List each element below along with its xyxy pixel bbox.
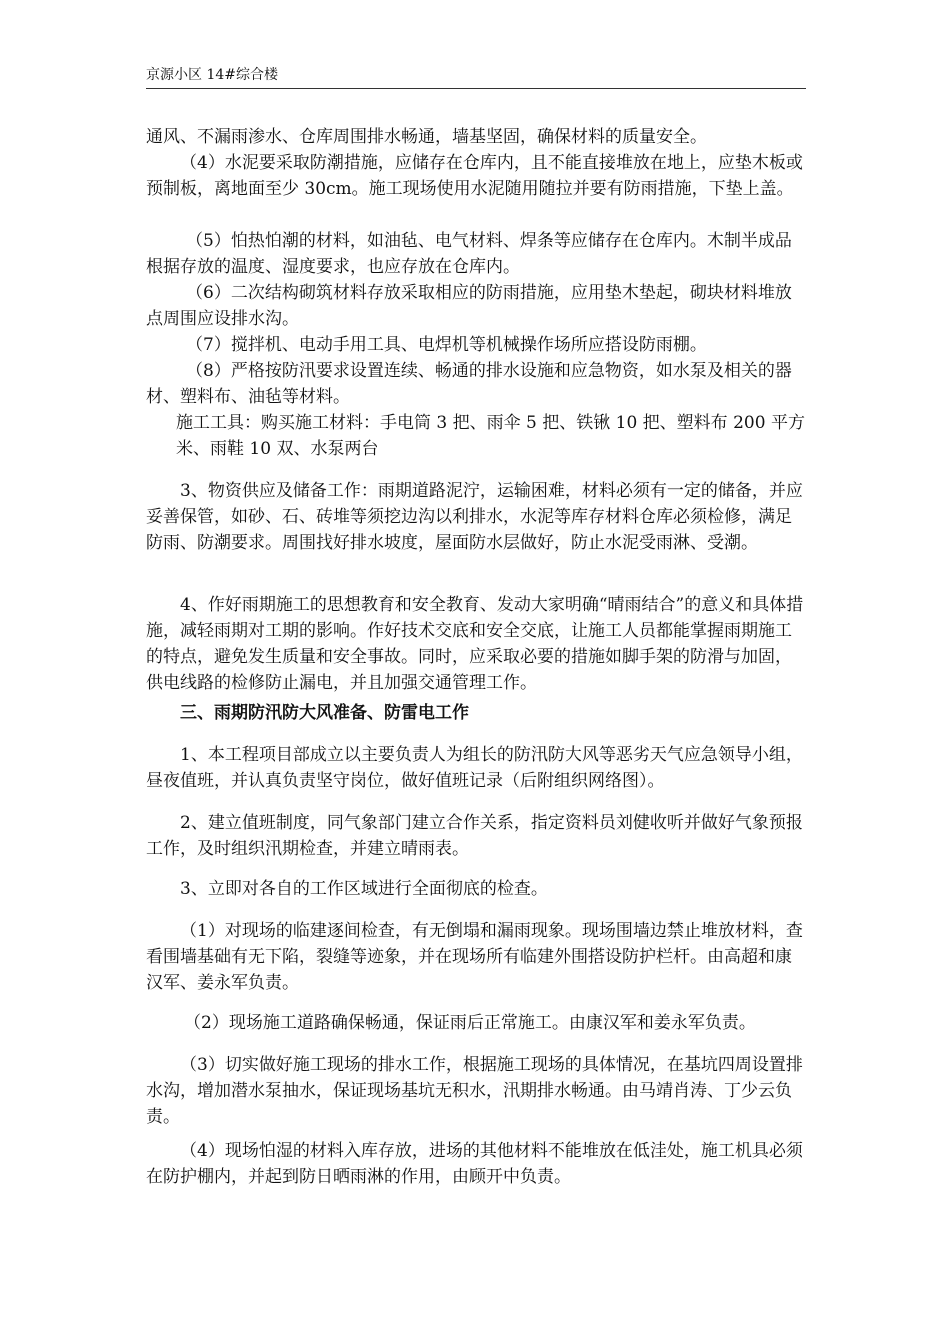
paragraph-11: 2、建立值班制度，同气象部门建立合作关系，指定资料员刘健收听并做好气象预报工作，及时组织汛期检查，并建立晴雨表。 [146, 813, 803, 859]
paragraph-7: 施工工具：购买施工材料：手电筒 3 把、雨伞 5 把、铁锹 10 把、塑料布 200 平方米、雨鞋 10 双、水泵两台 [176, 413, 805, 459]
paragraph-15: （3）切实做好施工现场的排水工作，根据施工现场的具体情况，在基坑四周设置排水沟，增加潜水泵抽水，保证现场基坑无积水，汛期排水畅通。由马靖肖涛、丁少云负责。 [146, 1055, 803, 1127]
paragraph-12: 3、立即对各自的工作区域进行全面彻底的检查。 [180, 879, 548, 899]
paragraph-1: 通风、不漏雨渗水、仓库周围排水畅通，墙基坚固，确保材料的质量安全。 [146, 127, 707, 147]
page-header: 京源小区 14#综合楼 [146, 64, 806, 89]
paragraph-13: （1）对现场的临建逐间检查，有无倒塌和漏雨现象。现场围墙边禁止堆放材料，查看围墙基础有无下陷，裂缝等迹象，并在现场所有临建外围搭设防护栏杆。由高超和康汉军、姜永军负责。 [146, 921, 803, 993]
paragraph-6: （8）严格按防汛要求设置连续、畅通的排水设施和应急物资，如水泵及相关的器材、塑料布、油毡等材料。 [146, 361, 792, 407]
paragraph-4: （6）二次结构砌筑材料存放采取相应的防雨措施，应用垫木垫起，砌块材料堆放点周围应设排水沟。 [146, 283, 792, 329]
paragraph-8: 3、物资供应及储备工作：雨期道路泥泞，运输困难，材料必须有一定的储备，并应妥善保管，如砂、石、砖堆等须挖边沟以利排水，水泥等库存材料仓库必须检修，满足防雨、防潮要求。周围找好排水坡度，屋面防水层做好，防止水泥受雨淋、受潮。 [146, 481, 803, 553]
paragraph-16: （4）现场怕湿的材料入库存放，进场的其他材料不能堆放在低洼处，施工机具必须在防护棚内，并起到防日晒雨淋的作用，由顾开中负责。 [146, 1141, 803, 1187]
paragraph-10: 1、本工程项目部成立以主要负责人为组长的防汛防大风等恶劣天气应急领导小组，昼夜值班，并认真负责坚守岗位，做好值班记录（后附组织网络图）。 [146, 745, 803, 791]
paragraph-3: （5）怕热怕潮的材料，如油毡、电气材料、焊条等应储存在仓库内。木制半成品根据存放的温度、湿度要求，也应存放在仓库内。 [146, 231, 792, 277]
section-heading: 三、雨期防汛防大风准备、防雷电工作 [180, 703, 469, 723]
paragraph-9: 4、作好雨期施工的思想教育和安全教育、发动大家明确“晴雨结合”的意义和具体措施，减轻雨期对工期的影响。作好技术交底和安全交底，让施工人员都能掌握雨期施工的特点，避免发生质量和安全事故。同时，应采取必要的措施如脚手架的防滑与加固，供电线路的检修防止漏电，并且加强交通管理工作。 [146, 595, 804, 693]
paragraph-14: （2）现场施工道路确保畅通，保证雨后正常施工。由康汉军和姜永军负责。 [184, 1013, 756, 1033]
paragraph-2: （4）水泥要采取防潮措施，应储存在仓库内，且不能直接堆放在地上，应垫木板或预制板，离地面至少 30cm。施工现场使用水泥随用随拉并要有防雨措施，下垫上盖。 [146, 153, 803, 199]
paragraph-5: （7）搅拌机、电动手用工具、电焊机等机械操作场所应搭设防雨棚。 [186, 335, 707, 355]
